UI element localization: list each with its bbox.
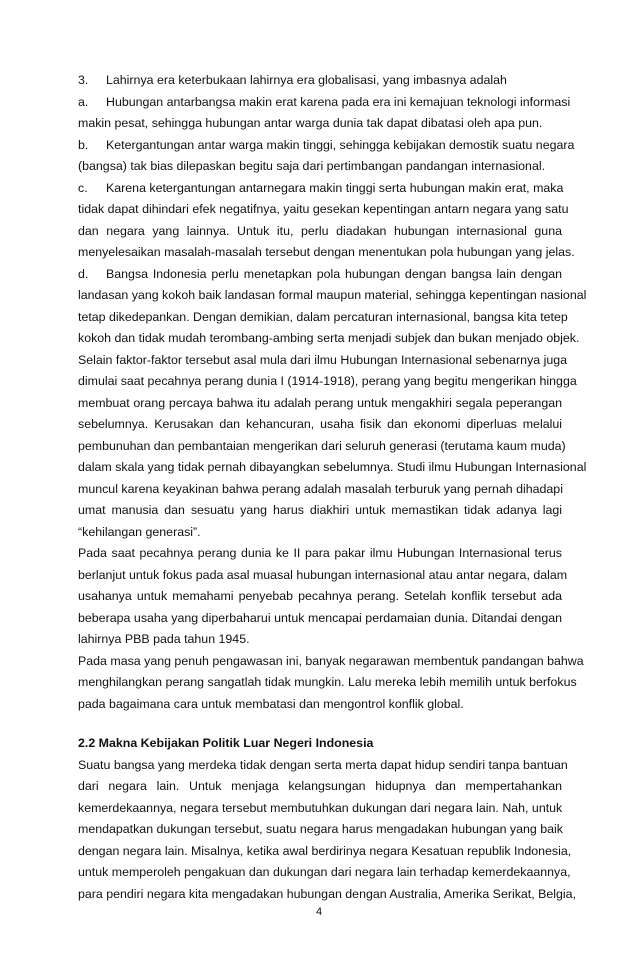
text-line: mendapatkan dukungan tersebut, suatu negara harus mengadakan hubungan yang baik [78, 822, 563, 836]
text-line: Suatu bangsa yang merdeka tidak dengan serta merta dapat hidup sendiri tanpa bantuan [78, 757, 568, 772]
section-body [78, 755, 577, 906]
paragraph-1 [78, 350, 587, 544]
list-text: Karena ketergantungan antarnegara makin tinggi serta hubungan makin erat, maka [106, 180, 564, 195]
list-item-b [78, 135, 575, 157]
list-label: d. [78, 266, 89, 281]
text-line: Pada masa yang penuh pengawasan ini, banyak negarawan membentuk pandangan bahwa [78, 653, 584, 668]
list-label: a. [78, 94, 89, 109]
text-line: landasan yang kokoh baik landasan formal maupun material, sehingga kepentingan nasional [78, 288, 587, 302]
section-heading: 2.2 Makna Kebijakan Politik Luar Negeri Indonesia [78, 736, 374, 750]
list-text: Lahirnya era keterbukaan lahirnya era globalisasi, yang imbasnya adalah [106, 73, 507, 87]
text-line: Pada saat pecahnya perang dunia ke II para pakar ilmu Hubungan Internasional terus [78, 546, 562, 560]
text-line: tetap dikedepankan. Dengan demikian, dalam percaturan internasional, bangsa kita tetep [78, 309, 568, 324]
text-line: para pendiri negara kita mengadakan hubungan dengan Australia, Amerika Serikat, Belgia, [78, 886, 577, 901]
text-line: dalam skala yang tidak pernah dibayangkan sebelumnya. Studi ilmu Hubungan Internasional [78, 460, 587, 474]
text-line: tidak dapat dihindari efek negatifnya, yaitu gesekan kepentingan antarn negara yang satu [78, 202, 569, 216]
document-page [78, 70, 587, 905]
text-line: “kehilangan generasi”. [78, 524, 201, 539]
list-item-a [78, 92, 571, 114]
text-line: kemerdekaannya, negara tersebut membutuhkan dukungan dari negara lain. Nah, untuk [78, 800, 563, 815]
list-item-c [78, 178, 562, 200]
list-label: 3. [78, 73, 89, 87]
paragraph-2 [78, 543, 568, 651]
text-line: usahanya untuk memahami penyebab pecahnya perang. Setelah konflik tersebut ada [78, 589, 562, 603]
text-line: berlanjut untuk fokus pada asal muasal hubungan internasional atau antar negara, dalam [78, 567, 568, 582]
text-line: dan negara yang lainnya. Untuk itu, perlu diadakan hubungan internasional guna [78, 223, 562, 238]
text-line: lahirnya PBB pada tahun 1945. [78, 632, 250, 646]
list-text: Ketergantungan antar warga makin tinggi, sehingga kebijakan demostik suatu negara [106, 137, 575, 152]
text-line: makin pesat, sehingga hubungan antar warga dunia tak dapat dibatasi oleh apa pun. [78, 116, 543, 130]
text-line: untuk memperoleh pengakuan dan dukungan dari negara lain terhadap kemerdekaannya, [78, 865, 571, 879]
paragraph-3 [78, 651, 584, 716]
text-line: dimulai saat pecahnya perang dunia I (1914-1918), perang yang begitu mengerikan hingga [78, 374, 577, 388]
text-line: umat manusia dan sesuatu yang harus diakhiri untuk memastikan tidak adanya lagi [78, 503, 562, 517]
text-line: (bangsa) tak bias dilepaskan begitu saja dari pertimbangan pandangan internasional. [78, 159, 546, 173]
text-line: kokoh dan tidak mudah terombang-ambing serta menjadi subjek dan bukan menjado objek. [78, 331, 580, 345]
list-item-3 [78, 70, 562, 92]
text-line: dengan negara lain. Misalnya, ketika awal berdirinya negara Kesatuan republik Indonesia, [78, 843, 572, 858]
text-line: sebelumnya. Kerusakan dan kehancuran, usaha fisik dan ekonomi diperluas melalui [78, 417, 562, 431]
text-line: membuat orang percaya bahwa itu adalah perang untuk mengakhiri segala peperangan [78, 395, 562, 410]
page-number: 4 [315, 906, 323, 918]
list-text: Bangsa Indonesia perlu menetapkan pola hubungan dengan bangsa lain dengan [106, 266, 562, 281]
text-line: menghilangkan perang sangatlah tidak mungkin. Lalu mereka lebih memilih untuk berfokus [78, 675, 577, 689]
text-line: muncul karena keyakinan bahwa perang adalah masalah terburuk yang pernah dihadapi [78, 481, 563, 496]
list-label: b. [78, 137, 89, 152]
spacer [78, 715, 562, 733]
list-label: c. [78, 180, 88, 195]
text-line: Selain faktor-faktor tersebut asal mula dari ilmu Hubungan Internasional sebenarnya juga [78, 352, 568, 367]
text-line: menyelesaikan masalah-masalah tersebut dengan menentukan pola hubungan yang jelas. [78, 245, 575, 259]
list-item-d [78, 264, 562, 286]
text-line: dari negara lain. Untuk menjaga kelangsungan hidupnya dan mempertahankan [78, 779, 562, 793]
text-line: beberapa usaha yang diperbaharui untuk mencapai perdamaian dunia. Ditandai dengan [78, 610, 562, 625]
text-line: pembunuhan dan pembantaian mengerikan dari seluruh generasi (terutama kaum muda) [78, 438, 566, 453]
text-line: pada bagaimana cara untuk membatasi dan mengontrol konflik global. [78, 696, 464, 711]
list-text: Hubungan antarbangsa makin erat karena pada era ini kemajuan teknologi informasi [106, 94, 571, 109]
